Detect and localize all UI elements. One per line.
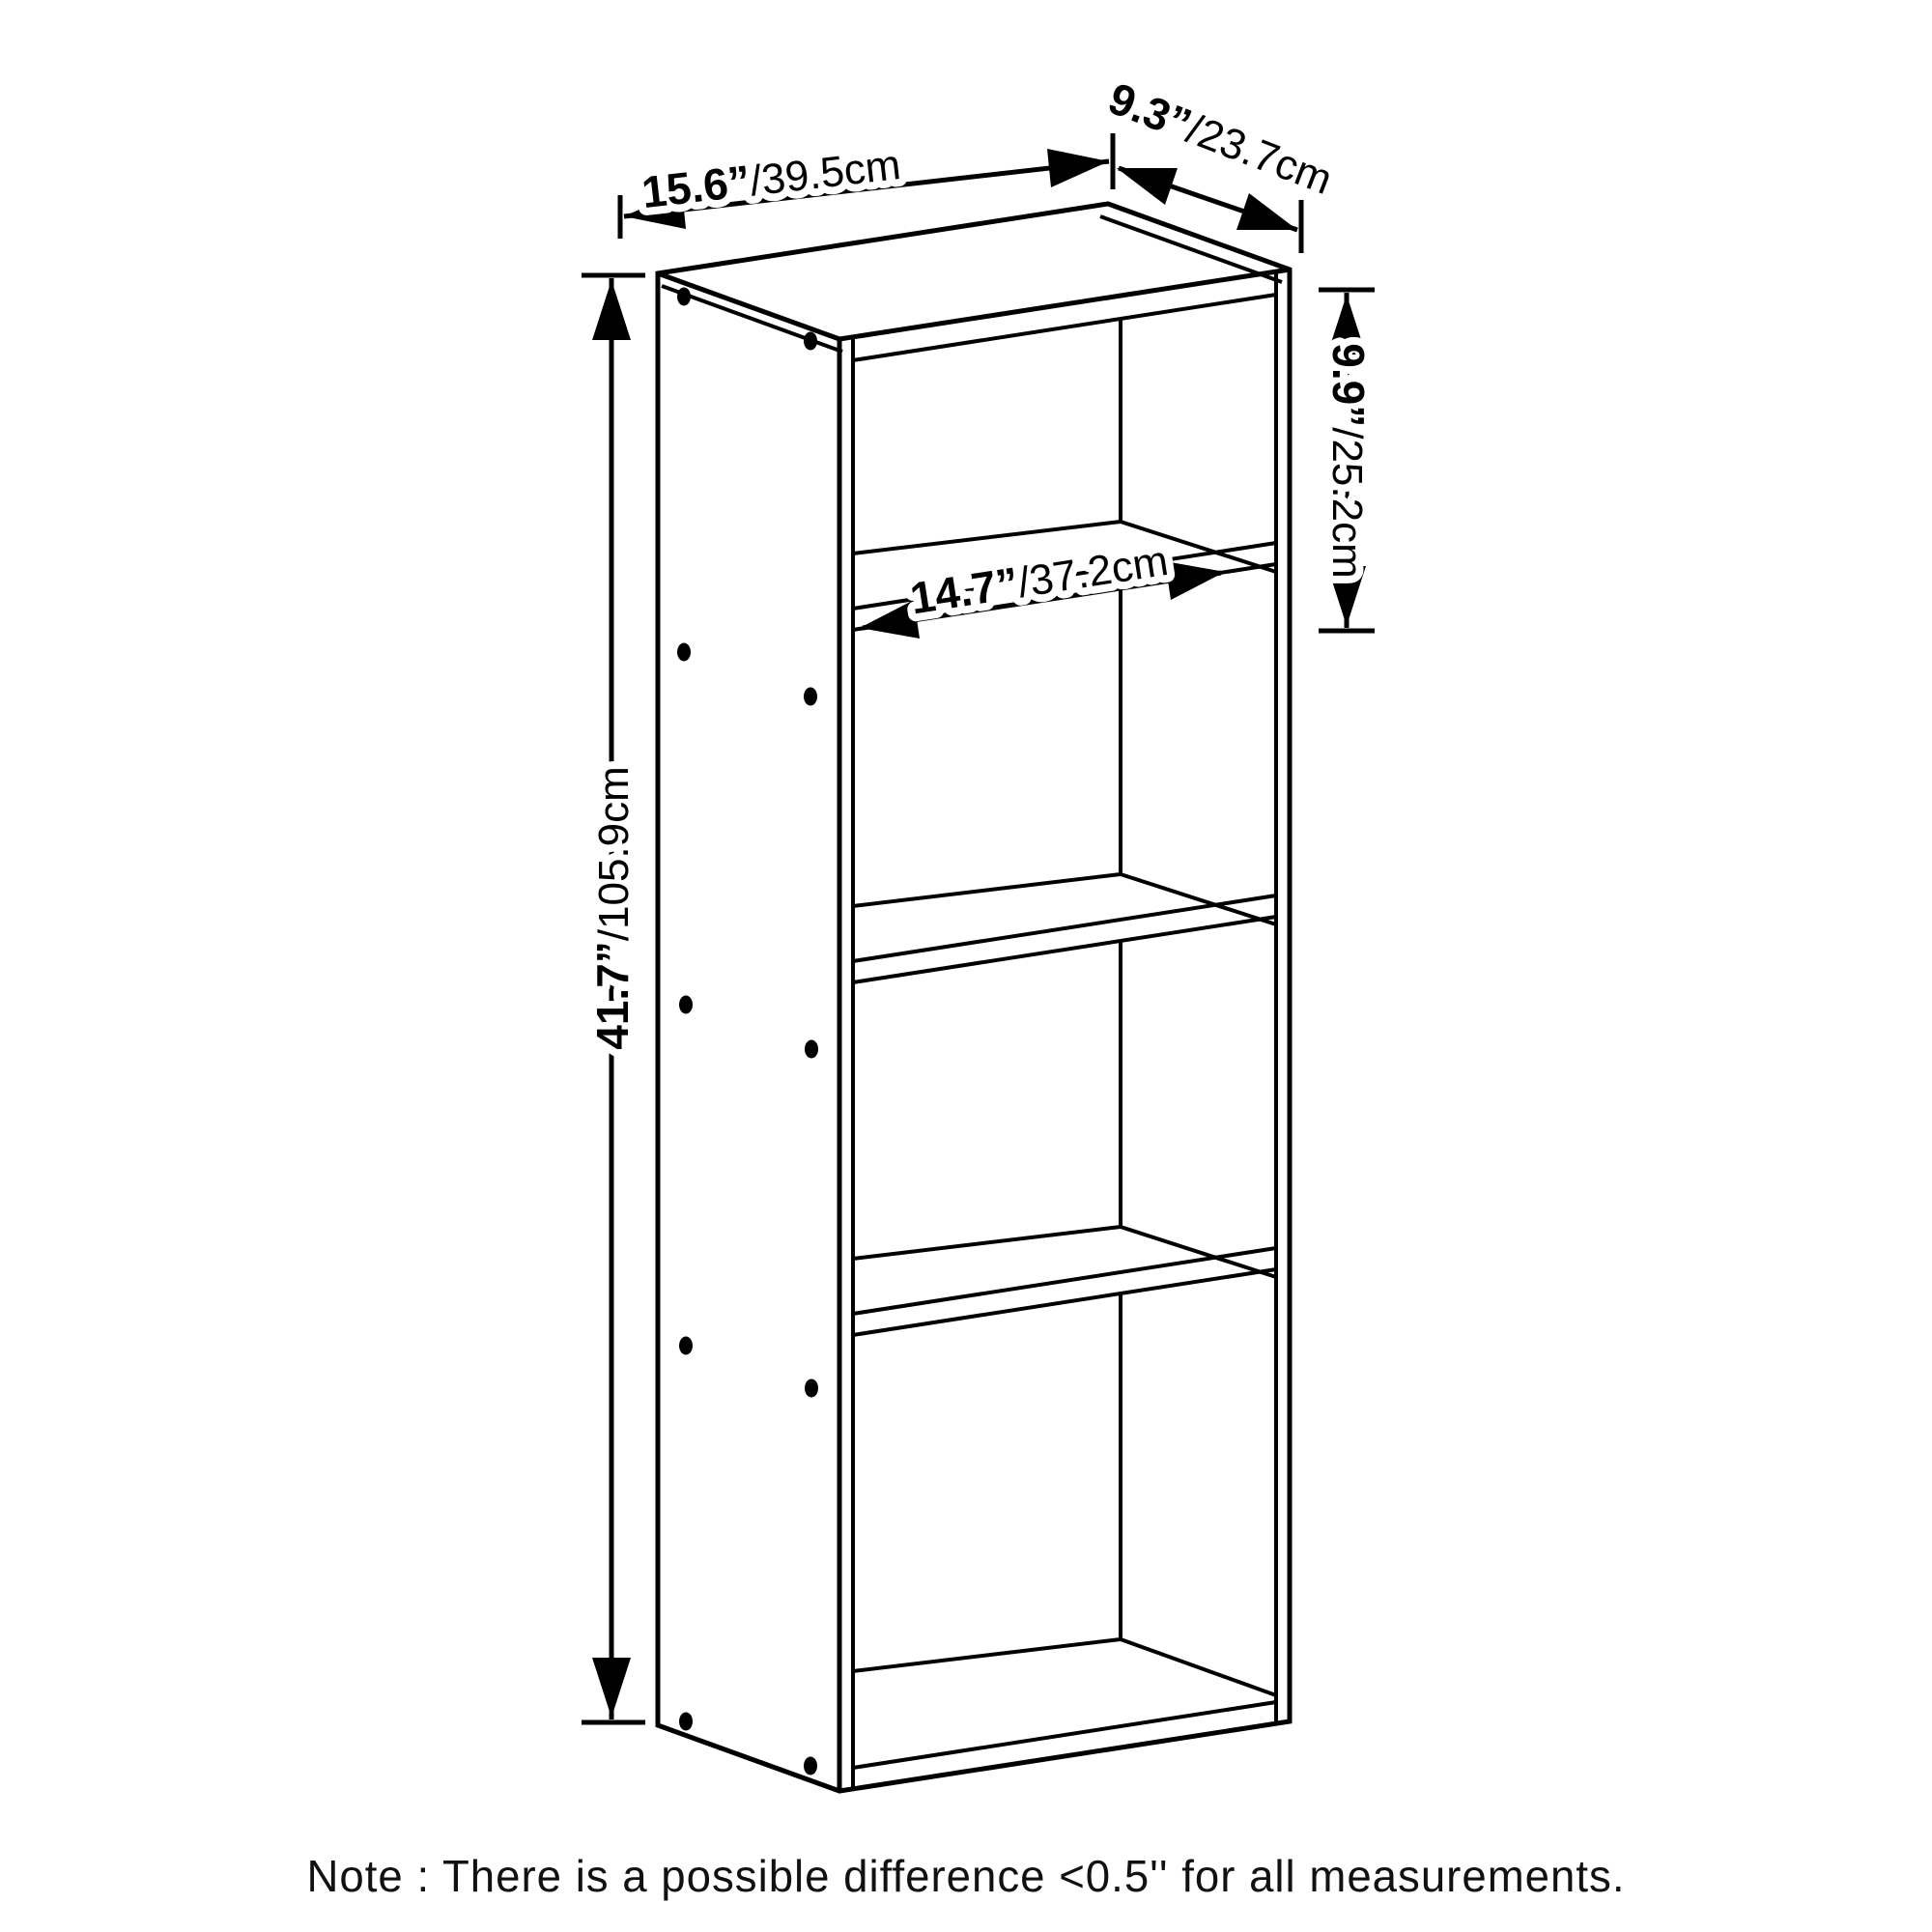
compartment-height-label [1323,343,1374,578]
bookcase-drawing [658,204,1290,1791]
width-dimension-label [639,138,903,217]
cam-dot [679,1337,693,1355]
compartment-height-dimension [1319,290,1375,631]
width-inches: 15.6” [639,155,753,218]
height-dimension-label [587,766,638,1050]
arrow-right-icon [1047,149,1109,187]
arrow-up-icon [592,280,631,340]
compartment-inches: 9.9” [1323,343,1374,428]
cam-dot [677,288,691,306]
arrow-right-icon [1236,193,1297,230]
cam-dot [804,332,817,351]
depth-inches: 9.3” [1101,72,1199,150]
shelf-metric: /37.2cm [1014,536,1172,608]
shelf-inches: 14.7” [906,556,1022,624]
height-inches: 41.7” [587,941,638,1050]
height-dimension [582,275,645,1722]
height-metric: /105.9cm [590,766,638,942]
compartment-metric: /25.2cm [1323,427,1371,579]
cam-dot [679,996,693,1014]
cam-dot [679,1713,693,1731]
depth-dimension-label [1102,72,1340,204]
arrow-down-icon [592,1658,631,1718]
arrow-left-icon [1117,168,1178,205]
bookcase-silhouette [658,204,1290,1791]
width-metric: /39.5cm [747,141,903,206]
cam-dot [805,1379,818,1398]
cam-dot [677,643,691,662]
cam-dot [804,688,817,706]
depth-metric: /23.7cm [1179,105,1339,204]
cam-dot [805,1040,818,1059]
cam-dot [804,1757,817,1776]
note-text: Note : There is a possible difference <0.5'' for all measurements. [306,1851,1626,1901]
